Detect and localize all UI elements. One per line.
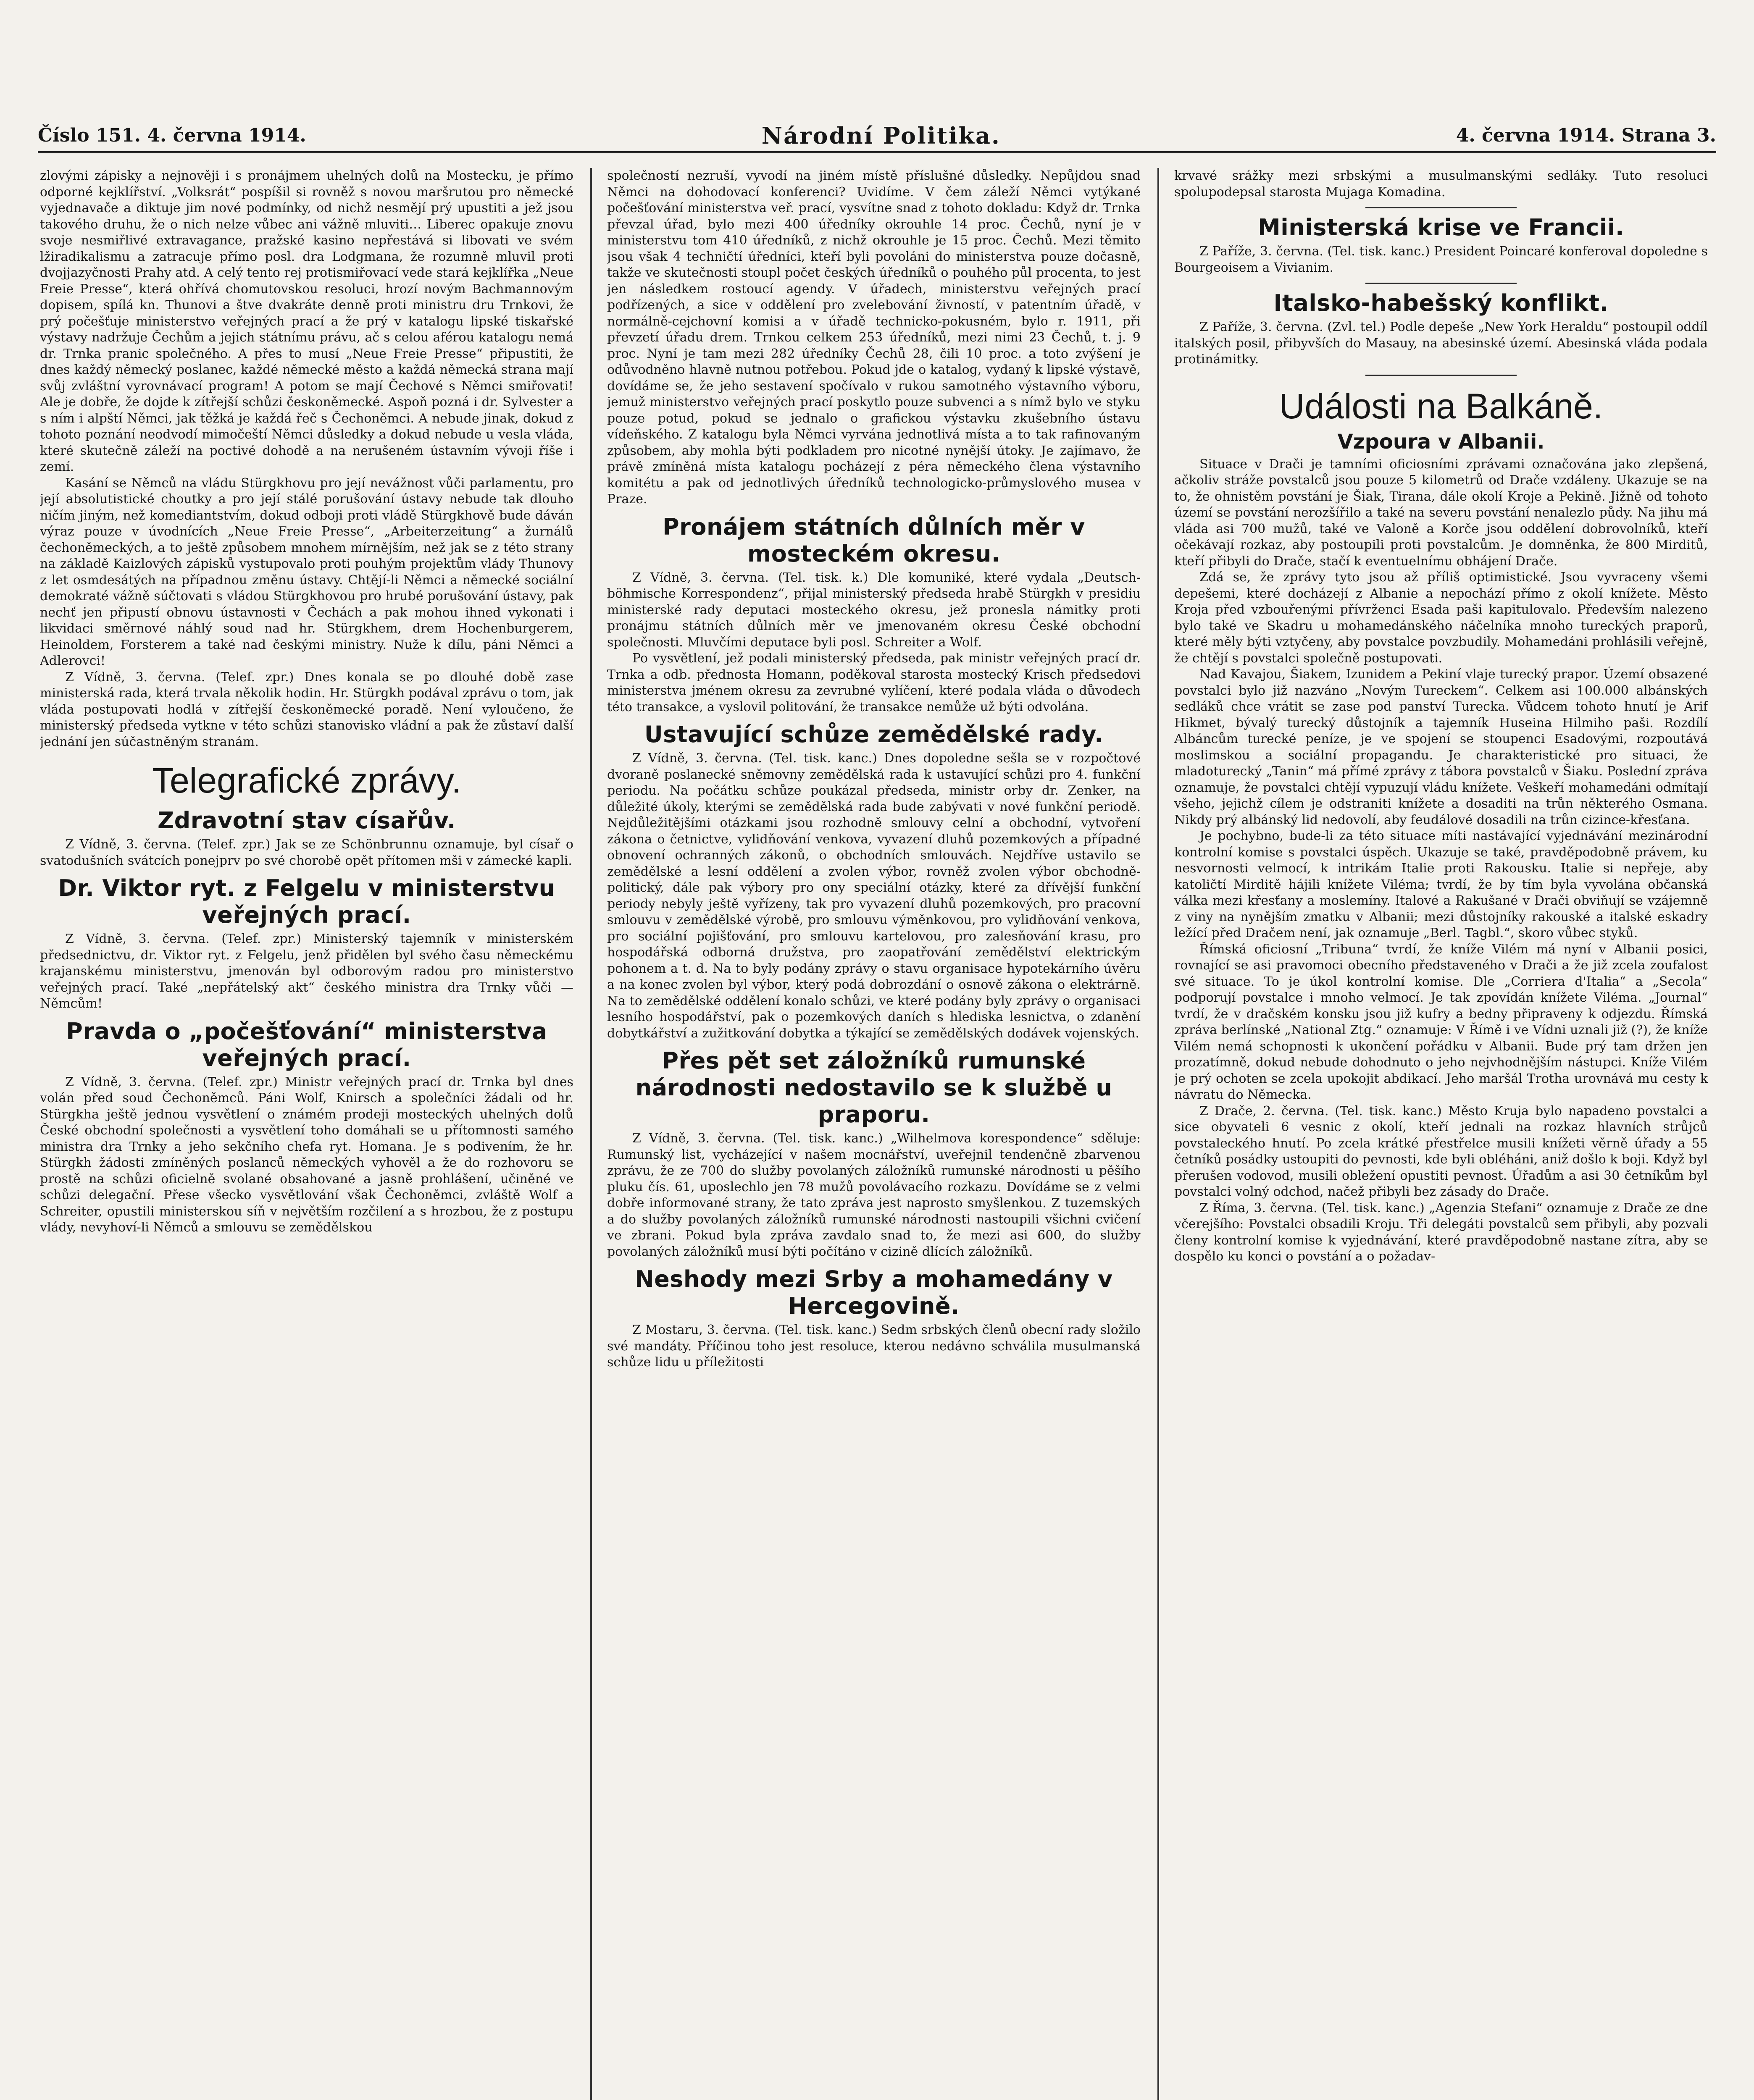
- divider: [1365, 207, 1517, 208]
- article-paragraph: Z Vídně, 3. června. (Tel. tisk. k.) Dle komuniké, které vydala „Deutsch-böhmische Korrespondenz“, přijal ministerský předseda hrabě Stürgkh v presidiu ministerské rady deputaci mosteckého okresu, jež pronesla námitky proti pronájmu státních důlních měr ve jmenovaném okresu České obchodní společnosti. Mluvčími deputace byli posl. Schreiter a Wolf.: [607, 570, 1141, 650]
- article-paragraph: Kasání se Němců na vládu Stürgkhovu pro její nevážnost vůči parlamentu, pro její absolutistické choutky a pro její stálé porušování ústavy nebude tak dlouho ničím jiným, než komediantstvím, dokud odboji proti vládě Stürgkhově bude dáván výraz pouze v úvodnících „Neue Freie Presse“, „Arbeiterzeitung“ a žurnálů čechoněmeckých, a to ještě způsobem mnohem mírnějším, než jak se z této strany na základě Kaizlových zápisků vystupovalo proti pouhým projektům vlády Thunovy z let osmdesátých na případnou změnu ústavy. Chtějí-li Němci a německé sociální demokraté vážně súčtovati s vládou Stürgkhovou pro hrubé porušování ústavy, pak nechť jen připustí obnovu ústavnosti v Čechách a pak mohou ihned vykonati i likvidaci směrnové náhlý soud nad hr. Stürgkhem, drem Hochenburgerem, Heinoldem, Forsterem a také nad českými ministry. Nuže k dílu, páni Němci a Adlerovci!: [40, 475, 573, 668]
- newspaper-title: Národní Politika.: [761, 122, 1001, 149]
- headline: Neshody mezi Srby a mohamedány v Hercegovině.: [635, 1266, 1113, 1319]
- article-paragraph: Z Vídně, 3. června. (Tel. tisk. kanc.) Dnes dopoledne sešla se v rozpočtové dvoraně poslanecké sněmovny zemědělská rada k ustavující schůzi pro 4. funkční periodu. Na počátku schůze poukázal předseda, ministr orby dr. Zenker, na důležité úkoly, kterými se zemědělská rada bude zabývati v nové funkční periodě. Nejdůležitějšími otázkami jsou rozhodně smlouvy celní a obchodní, vytvoření zákona o četnictve, vylidňování venkova, vyvazení dluhů pozemkových a případné obnovení ochranných zákonů, o obchodních smlouvách. Nejdříve ustavilo se zemědělské a lesní oddělení a zvolen výbor, rovněž zvolen výbor obchodně-politický, dále pak výbory pro ony speciální otázky, které za dřívější funkční periody nebyly ještě vyřízeny, tak pro vyvazení dluhů pozemkových, pro pracovní smlouvu v zemědělské výrobě, pro smlouvu výměnkovou, pro vylidňování venkova, pro sociální pojišťování, pro smlouvu kartelovou, pro zalesňování krasu, pro hospodářská odborná družstva, pro zaopatřování zemědělství elektrickým pohonem a t. d. Na to byly podány zprávy o stavu organisace hypotekárního úvěru a na konec zvolen byl výbor, který podá dobrozdání o osnově zákona o elektrárně. Na to zemědělské oddělení konalo schůzi, ve které podány byly zprávy o organisaci lesního hospodářství, pak o pozemkových daních s hlediska lesnictva, o zdanění dobytkářství a zužitkování dobytka a týkající se zemědělských dodávek vojenských.: [607, 751, 1141, 1041]
- article-paragraph: Z Vídně, 3. června. (Tel. tisk. kanc.) „Wilhelmova korespondence“ sděluje: Rumunský list, vycházející v našem mocnářství, uveřejnil tendenčně zbarvenou zprávu, že ze 700 do služby povolaných záložníků rumunské národnosti u pěšího pluku čís. 61, uposlechlo jen 78 mužů povolávacího rozkazu. Dovídáme se z velmi dobře informované strany, že tato zpráva jest naprosto smyšlenkou. Z tuzemských a do služby povolaných záložníků rumunské národnosti nastoupili všichni cvičení ve zbrani. Pokud byla zpráva zavdalo snad to, že mezi asi 600, do služby povolaných záložníků musí býti počítáno v cizině dlících záložníků.: [607, 1131, 1141, 1259]
- section-heading: Události na Balkáně.: [1279, 386, 1603, 426]
- article-paragraph: Z Paříže, 3. června. (Tel. tisk. kanc.) President Poincaré konferoval dopoledne s Bourgeoisem a Vivianim.: [1174, 244, 1708, 275]
- divider: [1365, 283, 1517, 284]
- article-paragraph: Je pochybno, bude-li za této situace míti nastávající vyjednávání mezinárodní kontrolní komise s povstalci úspěch. Ukazuje se také, pravděpodobně právem, ku nesvornosti velmocí, k intrikám Italie proti Rakousku. Italie si nepřeje, aby katoličtí Mirditě hájili knížete Viléma; tvrdí, že by tím byla vyvolána občanská válka mezi křesťany a moslemíny. Italové a Rakušané v Drači obviňují se vzájemně z viny na nynějším zmatku v Albanii; mezi důstojníky rakouské a italské eskadry ležící před Dračem není, jak oznamuje „Berl. Tagbl.“, skoro vůbec styků.: [1174, 829, 1708, 940]
- article-paragraph: Po vysvětlení, jež podali ministerský předseda, pak ministr veřejných prací dr. Trnka a odb. přednosta Homann, poděkoval starosta mostecký Krisch předsedovi ministerstva jménem okresu za zevrubné vylíčení, které podala vláda o důvodech této transakce, a vyslovil politování, že transakce nemůže už býti odvolána.: [607, 651, 1141, 714]
- article-paragraph: Z Vídně, 3. června. (Telef. zpr.) Ministr veřejných prací dr. Trnka byl dnes volán před soud Čechoněmců. Páni Wolf, Knirsch a společníci žádali od hr. Stürgkha ještě jednou vysvětlení o známém prodeji mosteckých uhelných dolů České obchodní společnosti a vysvětlení toho domáhali se u přítomnosti samého ministra dra Trnky a jeho sekčního chefa ryt. Homana. Je s podivením, že hr. Stürgkh žádosti zmíněných poslanců německých vyhověl a že do rozhovoru se prostě na schůzi oficielně svolané obsahované a jasně prohlášení, učiněné ve schůzi delegační. Přese všecko vysvětlování však Čechoněmci, zvláště Wolf a Schreiter, opustili ministerskou síň v největším rozčilení a s hrozbou, že z postupu vlády, nevyhoví-li Němců a smlouvu se zemědělskou: [40, 1074, 573, 1235]
- article-paragraph: Z Říma, 3. června. (Tel. tisk. kanc.) „Agenzia Stefani“ oznamuje z Drače ze dne včerejšího: Povstalci obsadili Kroju. Tři delegáti povstalců sem přibyli, aby pozvali členy kontrolní komise k vyjednávání, které pravděpodobně nastane zítra, aby se dospělo ku konci o povstání a o požadav-: [1174, 1200, 1708, 1264]
- article-paragraph: Zdá se, že zprávy tyto jsou až příliš optimistické. Jsou vyvraceny všemi depešemi, které docházejí z Albanie a nepochází přímo z okolí knížete. Město Kroja před vzbouřenými přívrženci Esada paši kapitulovalo. Především nalezeno bylo také ve Skadru u mohamedánského náčelníka mnoho tureckých praporů, které měly býti vztyčeny, aby povstalce povzbudily. Mohamedáni prohlásili veřejně, že chtějí s povstalci společně postupovati.: [1174, 570, 1708, 666]
- masthead: [38, 120, 1716, 153]
- column-rule-2: [1157, 168, 1159, 2100]
- divider: [1365, 375, 1517, 376]
- article-paragraph: společností nezruší, vyvodí na jiném místě příslušné důsledky. Nepůjdou snad Němci na dohodovací konferenci? Uvidíme. V čem záleží Němci vytýkané počešťování ministerstva veř. prací, vysvítne snad z tohoto dokladu: Když dr. Trnka převzal úřad, bylo mezi 400 úředníky okrouhle 14 proc. Čechů, nyní je v ministerstvu tom 410 úředníků, z nichž okrouhle je 15 proc. Čechů. Mezi těmito jsou však 4 techničtí úředníci, kteří byli povoláni do ministerstva pouze dočasně, takže ve skutečnosti stoupl počet českých úředníků o pouhého půl procenta, to jest jen následkem rostoucí agendy. V úřadech, ministerstvu veřejných prací podřízených, a sice v oddělení pro zvelebování živností, v patentním úřadě, v normálně-cejchovní komisi a v úřadě technicko-pokusném, bylo r. 1911, při převzetí úřadu drem. Trnkou celkem 253 úředníků, mezi nimi 23 Čechů, t. j. 9 proc. Nyní je tam mezi 282 úředníky Čechů 28, čili 10 proc. a toto zvýšení je odůvodněno hlavně nutnou potřebou. Pokud jde o katalog, vydaný k lipské výstavě, dovídáme se, že jeho sestavení spočívalo v rukou samotného výstavního výboru, jemuž ministerstvo veřejných prací poskytlo pouze subvenci a s nímž bylo ve styku pouze potud, pokud se jednalo o grafickou výstavku zkušebního ústavu vídeňského. Z katalogu byla Němci vyrvána jednotlivá místa a to tak rafinovaným způsobem, aby mohla býti podkladem pro nicotné nynější útoky. Je zajímavo, že právě zmíněná místa katalogu pocházejí z péra německého člena výstavního komitétu a pak od jednotlivých úředníků technologicko-průmyslového musea v Praze.: [607, 168, 1141, 507]
- column-2: [607, 168, 1141, 2100]
- article-paragraph: Z Drače, 2. června. (Tel. tisk. kanc.) Město Kruja bylo napadeno povstalci a sice obyvateli 6 vesnic z okolí, kteří jednali na rozkaz hlavních strůjců povstaleckého hnutí. Po zcela krátké přestřelce musili knížeti věrně úřady a 55 četníků posádky ustoupiti do pevnosti, kde byli obléháni, aniž došlo k boji. Když byl přerušen vodovod, musili obležení opustiti pevnost. Úřadům a asi 30 četníkům byl povstalci volný odchod, načež přibyli bez zásady do Drače.: [1174, 1103, 1708, 1199]
- headline: Zdravotní stav císařův.: [157, 807, 456, 834]
- headline: Pronájem státních důlních měr v mosteckém okresu.: [663, 513, 1085, 567]
- headline: Dr. Viktor ryt. z Felgelu v ministerstvu veřejných prací.: [58, 875, 555, 928]
- column-3: [1174, 168, 1708, 2100]
- article-paragraph: Z Vídně, 3. června. (Telef. zpr.) Ministerský tajemník v ministerském předsednictvu, dr. Viktor ryt. z Felgelu, jenž přidělen byl svého času německému krajanskému ministerstvu, jmenován byl odborovým radou pro ministerstvo veřejných prací. Také „nepřátelský akt“ českého ministra dra Trnky vůči — Němcům!: [40, 932, 573, 1011]
- article-paragraph: Z Vídně, 3. června. (Telef. zpr.) Dnes konala se po dlouhé době zase ministerská rada, která trvala několik hodin. Hr. Stürgkh podával zprávu o tom, jak vláda postupovati hodlá v zítřejší českoněmecké poradě. Není vyloučeno, že ministerský předseda vytkne v této schůzi stanovisko vládní a pak že zůstaví další jednání jen súčastněným stranám.: [40, 669, 573, 749]
- subheading: Vzpoura v Albanii.: [1337, 430, 1545, 454]
- date-page-info: 4. června 1914. Strana 3.: [1456, 125, 1716, 146]
- section-heading: Telegrafické zprávy.: [152, 761, 462, 800]
- article-paragraph: Z Vídně, 3. června. (Telef. zpr.) Jak se ze Schönbrunnu oznamuje, byl císař o svatodušních svátcích ponejprv po své chorobě opět přítomen mši v zámecké kapli.: [40, 837, 573, 868]
- column-rule-1: [590, 168, 592, 2100]
- article-paragraph: zlovými zápisky a nejnověji i s pronájmem uhelných dolů na Mostecku, je přímo odporné kejklířství. „Volksrát“ pospíšil si rovněž s novou maršrutou pro německé vyjednavače a diktuje jim nové podmínky, od nichž nesmějí prý upustiti a jež jsou takového druhu, že o nich nelze vůbec ani vážně mluviti… Liberec opakuje znovu svoje nesmiřlivé extravagance, pražské kasino nepřestává si libovati ve svém lžiradikalismu a zatracuje přímo posl. dra Lodgmana, že rozumně mluvil proti dvojjazyčnosti Prahy atd. A celý tento rej protismiřovací vede stará kejklířka „Neue Freie Presse“, která ohřívá chomutovskou resoluci, hrozí novým Bachmannovým dopisem, spílá kn. Thunovi a štve dvakráte denně proti ministru dru Trnkovi, že prý počešťuje ministerstvo veřejných prací a že prý v katalogu lipské tiskařské výstavy nadržuje Čechům a jejich státnímu právu, ač s celou aférou katalogu nemá dr. Trnka pranic společného. A přes to musí „Neue Freie Presse“ připustiti, že dnes každý německý poslanec, každé německé město a každá německá strana mají svůj zvláštní vyrovnávací program! A potom se mají Čechové s Němci smiřovati! Ale je dobře, že dojde k zítřejší schůzi českoněmecké. Aspoň pozná i dr. Sylvester a s ním i alpští Němci, jak těžká je každá řeč s Čechoněmci. A nebude jinak, dokud z tohoto poznání neodvodí mimočeští Němci důsledky a dokud nebude u vesla vláda, které skutečně záleží na poctivé dohodě a na nerušeném ústavním vývoji říše i zemí.: [40, 168, 573, 474]
- column-1: [40, 168, 573, 2100]
- issue-info: Číslo 151. 4. června 1914.: [38, 125, 306, 146]
- headline: Ustavující schůze zemědělské rady.: [644, 721, 1104, 748]
- article-paragraph: krvavé srážky mezi srbskými a musulmanskými sedláky. Tuto resoluci spolupodepsal starosta Mujaga Komadina.: [1174, 168, 1708, 200]
- headline: Pravda o „počešťování“ ministerstva veřejných prací.: [66, 1018, 547, 1071]
- headline: Italsko-habešský konflikt.: [1273, 290, 1609, 316]
- article-paragraph: Z Paříže, 3. června. (Zvl. tel.) Podle depeše „New York Heraldu“ postoupil oddíl italských posil, přibyvších do Masauy, na abesinské území. Abesinská vláda podala protinámitky.: [1174, 320, 1708, 367]
- article-paragraph: Nad Kavajou, Šiakem, Izunidem a Pekiní vlaje turecký prapor. Území obsazené povstalci bylo již nazváno „Novým Tureckem“. Celkem asi 100.000 albánských sedláků chce vrátit se zase pod panství Turecka. Vůdcem tohoto hnutí je Arif Hikmet, bývalý turecký důstojník a tajemník Huseina Hilmiho paši. Rozdílí Albáncům turecké peníze, je ve spojení se stoupenci Esadovými, rozpoutává moslimskou a sociální propagandu. Je charakteristické pro situaci, že mladoturecký „Tanin“ má přímé zprávy z tábora povstalců v Šiaku. Poslední zpráva oznamuje, že povstalci chtějí vypuzují vládu knížete. Veškeří mohamedáni odmítají všeho, jejichž cílem je odstraniti knížete a dosaditi na trůn některého Osmana. Nikdy prý albánský lid nedovolí, aby feudálové dosadili na trůn cizince-křesťana.: [1174, 667, 1708, 827]
- article-paragraph: Situace v Drači je tamními oficiosními zprávami označována jako zlepšená, ačkoliv stráže povstalců jsou pouze 5 kilometrů od Drače vzdáleny. Ukazuje se na to, že ohnistěm povstání je Šiak, Tirana, dále okolí Kroje a Pekině. Jižně od tohoto území se povstání nerozšířilo a také na severu povstání nenalezlo půdy. Na jihu má vláda asi 700 mužů, také ve Valoně a Korče jsou oddělení dobrovolníků, kteří očekávají rozkaz, aby postoupili proti povstalcům. Je domněnka, že 800 Mirditů, kteří přibyli do Drače, stačí k eventuelnímu obhájení Drače.: [1174, 457, 1708, 569]
- newspaper-page: [38, 25, 1716, 2100]
- article-paragraph: Římská oficiosní „Tribuna“ tvrdí, že kníže Vilém má nyní v Albanii posici, rovnající se asi pravomoci obecního představeného v Drači a že již zcela zoufalost své situace. To je úkol kontrolní komise. Dle „Corriera d'Italia“ a „Secola“ podporují povstalce i mnoho velmocí. Je tak zpovídán knížete Viléma. „Journal“ tvrdí, že v dračském konsku jsou již kufry a bedny připraveny k odjezdu. Římská zpráva berlínské „National Ztg.“ oznamuje: V Římě i ve Vídni uznali již (?), že kníže Vilém nemá schopnosti k ukončení pořádku v Albanii. Bude prý tam držen jen prozatímně, dokud nebude dohodnuto o jeho nejvhodnějším nástupci. Kníže Vilém je prý ochoten se zcela upokojit abdikací. Jeho maršál Trotha urovnává mu cesty k návratu do Německa.: [1174, 942, 1708, 1102]
- article-paragraph: Z Mostaru, 3. června. (Tel. tisk. kanc.) Sedm srbských členů obecní rady složilo své mandáty. Příčinou toho jest resoluce, kterou nedávno schválila musulmanská schůze lidu u příležitosti: [607, 1323, 1141, 1370]
- headline: Přes pět set záložníků rumunské národnosti nedostavilo se k službě u praporu.: [635, 1047, 1112, 1128]
- headline: Ministerská krise ve Francii.: [1258, 214, 1624, 241]
